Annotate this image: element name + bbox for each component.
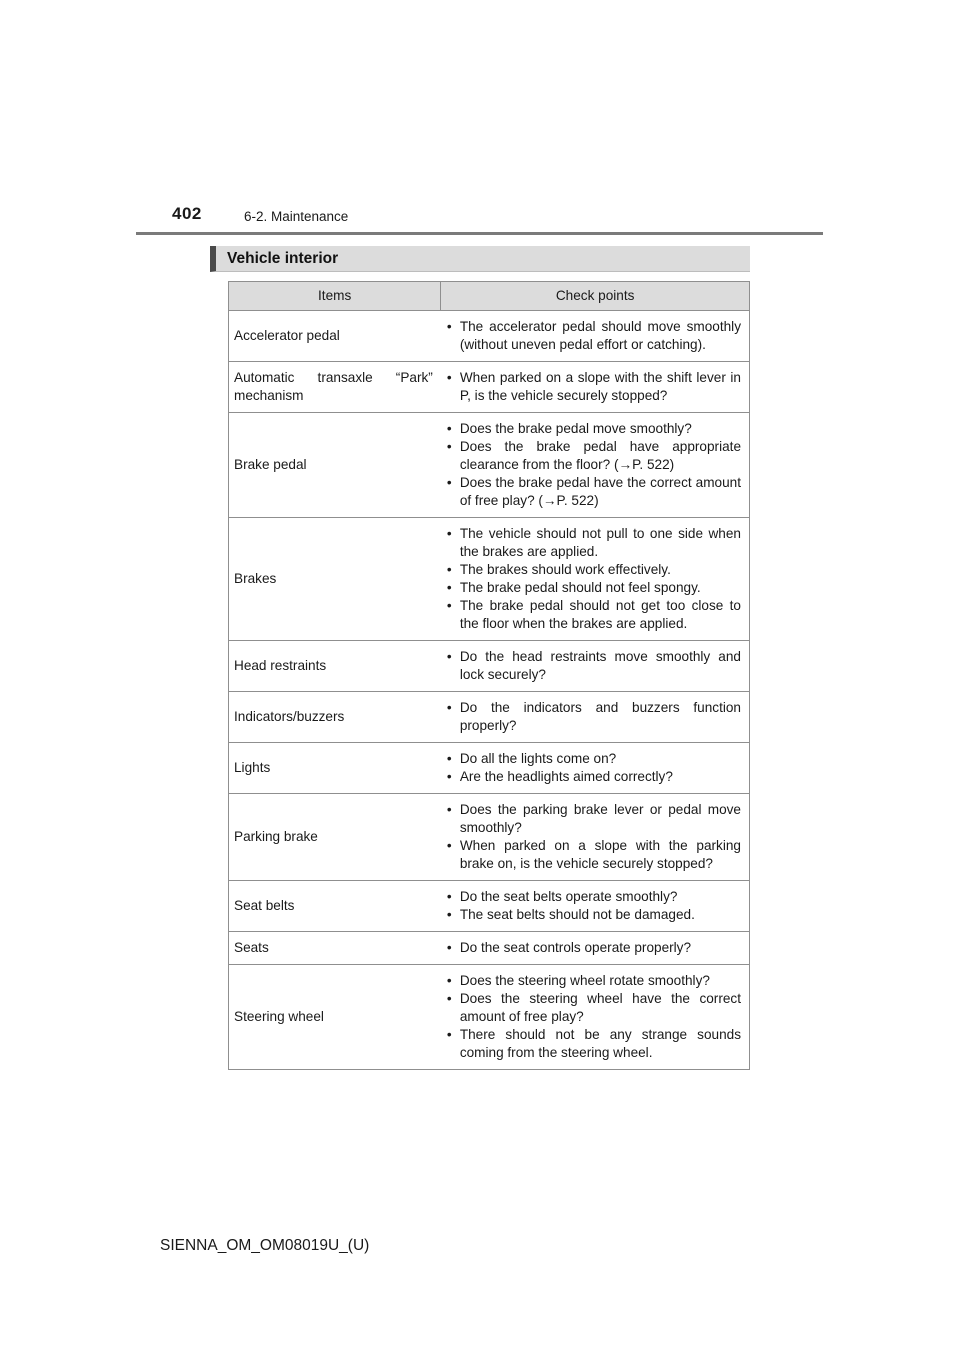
check-points-cell — [441, 641, 750, 692]
table-body — [229, 311, 750, 1070]
item-label: Accelerator pedal — [234, 328, 340, 343]
check-point — [445, 474, 741, 510]
item-label: Head restraints — [234, 658, 327, 673]
item-cell — [229, 743, 441, 794]
item-label: Parking brake — [234, 829, 318, 844]
check-point — [445, 597, 741, 633]
table-row — [229, 743, 750, 794]
check-point — [445, 768, 741, 786]
table-row — [229, 311, 750, 362]
check-points-cell — [441, 362, 750, 413]
table-row — [229, 692, 750, 743]
check-points-cell — [441, 932, 750, 965]
item-cell — [229, 932, 441, 965]
item-cell — [229, 413, 441, 518]
check-point-text: The brakes should work effectively. — [459, 562, 671, 577]
check-point — [445, 972, 741, 990]
check-points-cell — [441, 881, 750, 932]
section-title-bar — [210, 246, 750, 272]
check-point — [445, 318, 741, 354]
check-point — [445, 750, 741, 768]
item-cell — [229, 641, 441, 692]
check-point-text: Does the parking brake lever or pedal move smoothly? — [459, 802, 741, 835]
table-header-row — [229, 282, 750, 311]
check-point-text: Do all the lights come on? — [459, 751, 617, 766]
item-cell — [229, 518, 441, 641]
check-point — [445, 420, 741, 438]
check-points-cell — [441, 794, 750, 881]
column-header-check-points: Check points — [441, 282, 750, 311]
check-points-cell — [441, 518, 750, 641]
item-label: Steering wheel — [234, 1009, 324, 1024]
check-point — [445, 525, 741, 561]
check-points-list — [445, 888, 741, 924]
check-points-list — [445, 648, 741, 684]
item-label: Brakes — [234, 571, 277, 586]
check-point-text: When parked on a slope with the shift lever in P, is the vehicle securely stopped? — [459, 370, 741, 403]
page-number: 402 — [172, 204, 202, 223]
check-point — [445, 801, 741, 837]
check-points-list — [445, 699, 741, 735]
check-point-text: When parked on a slope with the parking brake on, is the vehicle securely stopped? — [459, 838, 741, 871]
check-points-cell — [441, 965, 750, 1070]
check-points-list — [445, 801, 741, 873]
item-label: Lights — [234, 760, 271, 775]
check-point — [445, 888, 741, 906]
table-row — [229, 965, 750, 1070]
item-cell — [229, 311, 441, 362]
check-points-list — [445, 972, 741, 1062]
page-reference: (→P. 522) — [538, 493, 599, 508]
table-row — [229, 932, 750, 965]
header-divider — [136, 232, 823, 235]
item-cell — [229, 965, 441, 1070]
item-cell — [229, 692, 441, 743]
check-point — [445, 438, 741, 474]
section-label: 6-2. Maintenance — [244, 209, 349, 224]
check-point — [445, 939, 741, 957]
item-label: Brake pedal — [234, 457, 307, 472]
check-point-text: Do the seat belts operate smoothly? — [459, 889, 678, 904]
check-points-cell — [441, 311, 750, 362]
check-points-list — [445, 939, 741, 957]
check-points-cell — [441, 413, 750, 518]
check-points-list — [445, 750, 741, 786]
item-label: Seats — [234, 940, 269, 955]
column-header-items: Items — [229, 282, 441, 311]
item-cell — [229, 362, 441, 413]
item-label: Indicators/buzzers — [234, 709, 345, 724]
table-row — [229, 518, 750, 641]
check-point-text: Does the brake pedal move smoothly? — [459, 421, 692, 436]
table-row — [229, 641, 750, 692]
section-title: Vehicle interior — [227, 250, 339, 267]
check-point — [445, 561, 741, 579]
check-point-text: Do the indicators and buzzers function properly? — [459, 700, 741, 733]
check-points-list — [445, 318, 741, 354]
page-reference: (→P. 522) — [613, 457, 675, 472]
check-point-text: Do the head restraints move smoothly and lock securely? — [459, 649, 741, 682]
check-point-text: Does the steering wheel have the correct amount of free play? — [459, 991, 741, 1024]
item-cell — [229, 881, 441, 932]
check-point — [445, 990, 741, 1026]
table-row — [229, 362, 750, 413]
check-point — [445, 369, 741, 405]
check-points-cell — [441, 692, 750, 743]
check-point-text: There should not be any strange sounds coming from the steering wheel. — [459, 1027, 741, 1060]
item-cell — [229, 794, 441, 881]
inspection-table — [228, 281, 750, 1070]
table-row — [229, 413, 750, 518]
check-points-cell — [441, 743, 750, 794]
check-point-text: The brake pedal should not get too close to the floor when the brakes are applied. — [459, 598, 741, 631]
table-row — [229, 794, 750, 881]
check-point-text: Does the brake pedal have the correct amount of free play? — [459, 475, 741, 508]
check-point-text: Does the brake pedal have appropriate clearance from the floor? — [459, 439, 741, 472]
check-point-text: The seat belts should not be damaged. — [459, 907, 695, 922]
document-code: SIENNA_OM_OM08019U_(U) — [160, 1237, 370, 1254]
check-points-list — [445, 369, 741, 405]
check-point-text: The vehicle should not pull to one side when the brakes are applied. — [459, 526, 741, 559]
check-point — [445, 837, 741, 873]
table-row — [229, 881, 750, 932]
check-point — [445, 699, 741, 735]
check-point — [445, 1026, 741, 1062]
check-points-list — [445, 420, 741, 510]
check-points-list — [445, 525, 741, 633]
check-point — [445, 648, 741, 684]
check-point-text: Do the seat controls operate properly? — [459, 940, 692, 955]
check-point — [445, 906, 741, 924]
item-label: Seat belts — [234, 898, 295, 913]
item-label: Automatic transaxle “Park” mechanism — [234, 370, 433, 403]
check-point-text: Does the steering wheel rotate smoothly? — [459, 973, 710, 988]
check-point-text: Are the headlights aimed correctly? — [459, 769, 673, 784]
check-point-text: The accelerator pedal should move smoothly (without uneven pedal effort or catching). — [459, 319, 741, 352]
check-point-text: The brake pedal should not feel spongy. — [459, 580, 701, 595]
check-point — [445, 579, 741, 597]
